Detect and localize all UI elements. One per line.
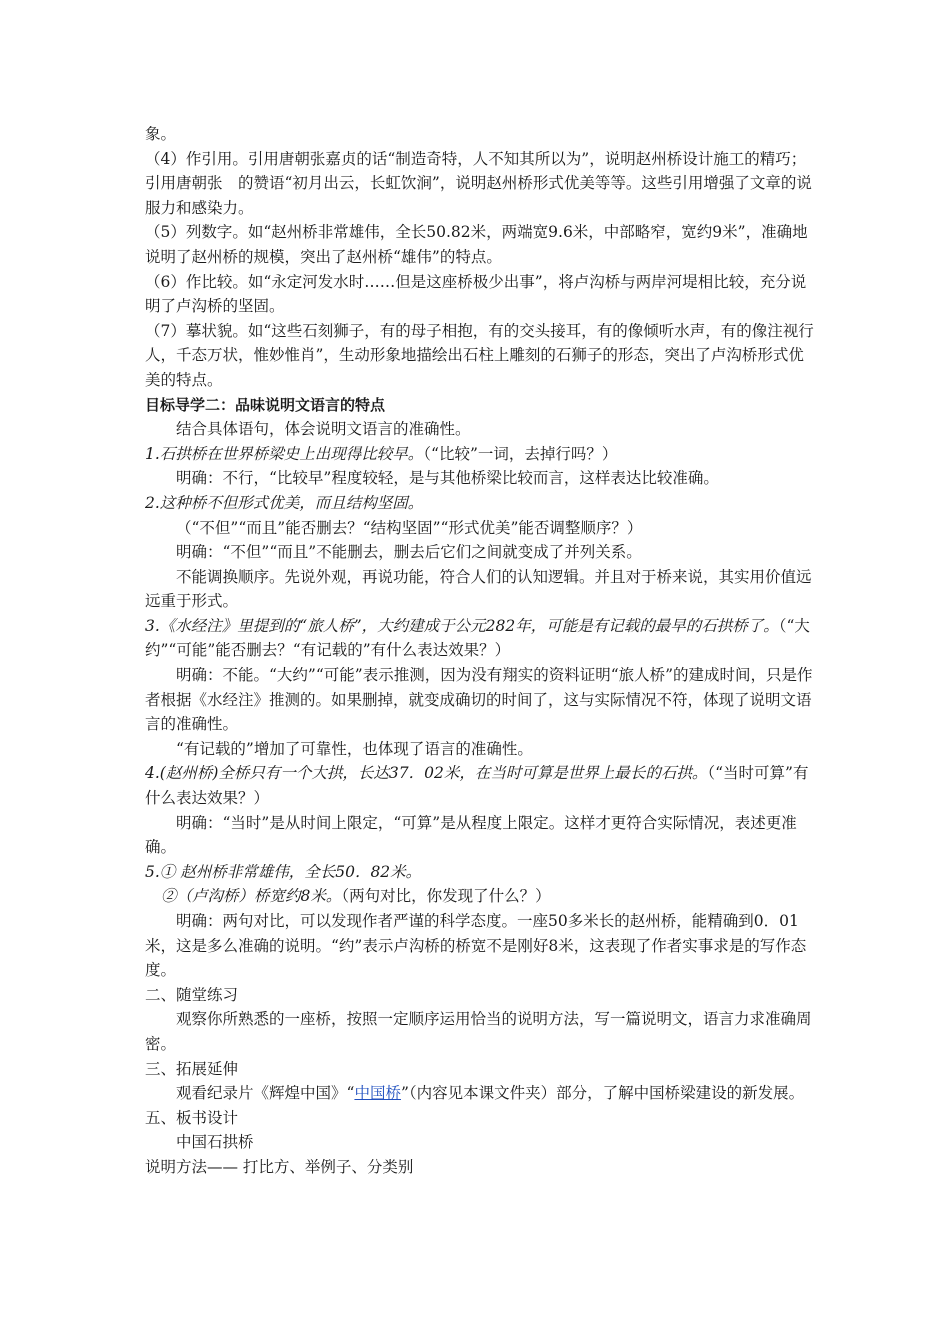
answer-2b: 不能调换顺序。先说外观，再说功能，符合人们的认知逻辑。并且对于桥来说，其实用价值远远重于形式。 (145, 567, 812, 611)
question-2-sentence: 2.这种桥不但形式优美，而且结构坚固。 (145, 493, 424, 512)
question-2-prompt: （“不但”“而且”能否删去？“结构坚固”“形式优美”能否调整顺序？） (176, 518, 643, 537)
paragraph-continuation: 象。 (145, 125, 177, 143)
section-heading-practice: 二、随堂练习 (145, 985, 239, 1004)
answer-3b: “有记载的”增加了可靠性，也体现了语言的准确性。 (176, 739, 533, 758)
question-3 (145, 614, 815, 663)
board-design-methods: 说明方法—— 打比方、举例子、分类别 (145, 1157, 414, 1176)
china-bridge-link[interactable]: 中国桥 (354, 1084, 401, 1103)
section-heading-goal-two: 目标导学二：品味说明文语言的特点 (145, 395, 386, 414)
paragraph-compare-method: （6）作比较。如“永定河发水时……但是这座桥极少出事”，将卢沟桥与两岸河堤相比较，充分说明了卢沟桥的坚固。 (145, 272, 807, 316)
document-body (145, 122, 815, 1180)
question-5-b (145, 884, 815, 909)
extension-text (145, 1081, 815, 1106)
question-1 (145, 442, 815, 467)
answer-1: 明确：不行，“比较早”程度较轻，是与其他桥梁比较而言，这样表达比较准确。 (176, 469, 719, 488)
paragraph-describe-method: （7）摹状貌。如“这些石刻狮子，有的母子相抱，有的交头接耳，有的像倾听水声，有的像注视行人，千态万状，惟妙惟肖”，生动形象地描绘出石柱上雕刻的石狮子的形态，突出了卢沟桥形式优美的特点。 (145, 321, 814, 389)
question-4 (145, 761, 815, 810)
section-heading-extension: 三、拓展延伸 (145, 1059, 239, 1078)
answer-4: 明确：“当时”是从时间上限定，“可算”是从程度上限定。这样才更符合实际情况，表述更准确。 (145, 813, 797, 857)
question-1-sentence: 1.石拱桥在世界桥梁史上出现得比较早。 (145, 444, 424, 463)
practice-text: 观察你所熟悉的一座桥，按照一定顺序运用恰当的说明方法，写一篇说明文，语言力求准确周密。 (145, 1010, 812, 1053)
goal-two-intro: 结合具体语句，体会说明文语言的准确性。 (176, 420, 471, 439)
answer-3a: 明确：不能。“大约”“可能”表示推测，因为没有翔实的资料证明“旅人桥”的建成时间，只是作者根据《水经注》推测的。如果删掉，就变成确切的时间了，这与实际情况不符，体现了说明文语言的准确性。 (145, 666, 813, 734)
question-1-prompt: （“比较”一词，去掉行吗？） (423, 444, 618, 463)
board-design-title: 中国石拱桥 (176, 1133, 254, 1152)
extension-text-end: ”（内容见本课文件夹）部分，了解中国桥梁建设的新发展。 (400, 1084, 805, 1103)
answer-5: 明确：两句对比，可以发现作者严谨的科学态度。一座50多米长的赵州桥，能精确到0．01米，这是多么准确的说明。“约”表示卢沟桥的桥宽不是刚好8米，这表现了作者实事求是的写作态度。 (145, 912, 807, 980)
question-3-prompt: （“大约”“可能”能否删去？“有记载的”有什么表达效果？） (145, 616, 810, 660)
extension-text-start: 观看纪录片《辉煌中国》“ (176, 1084, 355, 1103)
question-4-sentence: 4.(赵州桥)全桥只有一个大拱，长达37．02米，在当时可算是世界上最长的石拱。 (145, 764, 708, 783)
question-3-sentence: 3.《水经注》里提到的“旅人桥”，大约建成于公元282年，可能是有记载的最早的石拱桥了。 (145, 616, 779, 635)
question-4-prompt: （“当时可算”有什么表达效果？） (145, 764, 809, 808)
answer-2a: 明确：“不但”“而且”不能删去，删去后它们之间就变成了并列关系。 (176, 543, 642, 562)
paragraph-quote-method: （4）作引用。引用唐朝张嘉贞的话“制造奇特，人不知其所以为”，说明赵州桥设计施工的精巧；引用唐朝张 的赞语“初月出云，长虹饮涧”，说明赵州桥形式优美等等。这些引用增强了文章的说服力和感染力。 (145, 149, 812, 217)
paragraph-numbers-method: （5）列数字。如“赵州桥非常雄伟，全长50.82米，两端宽9.6米，中部略窄，宽约9米”，准确地说明了赵州桥的规模，突出了赵州桥“雄伟”的特点。 (145, 223, 808, 266)
question-5-prompt: （两句对比，你发现了什么？） (341, 887, 551, 906)
section-heading-board-design: 五、板书设计 (145, 1108, 239, 1127)
question-5-sentence-b: ②（卢沟桥）桥宽约8米。 (161, 887, 342, 906)
question-5-sentence-a: 5.① 赵州桥非常雄伟，全长50．82米。 (145, 862, 422, 881)
